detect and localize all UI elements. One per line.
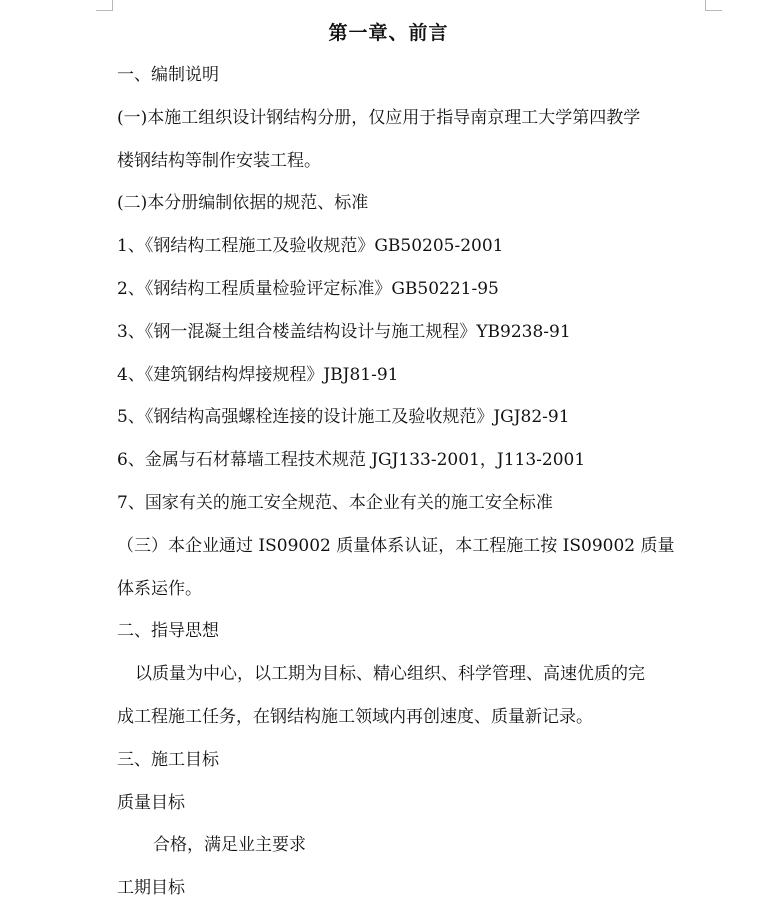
paragraph-line: 以质量为中心，以工期为目标、精心组织、科学管理、高速优质的完 [135,664,645,685]
subheading-schedule-goal: 工期目标 [117,878,185,899]
section-heading-construction-goals: 三、施工目标 [117,749,219,770]
subheading-quality-goal: 质量目标 [117,792,185,813]
document-body [117,60,717,916]
paragraph-line: 成工程施工任务，在钢结构施工领域内再创速度、质量新记录。 [117,706,593,727]
subsection-heading-standards: (二)本分册编制依据的规范、标准 [117,193,369,214]
standard-item: 7、国家有关的施工安全规范、本企业有关的施工安全标准 [117,492,553,513]
standard-item: 3、《钢一混凝土组合楼盖结构设计与施工规程》YB9238-91 [117,321,571,342]
section-heading-compilation: 一、编制说明 [117,65,219,85]
crop-mark-top-left [96,0,113,11]
section-heading-guiding-thought: 二、指导思想 [117,621,219,642]
standard-item: 1、《钢结构工程施工及验收规范》GB50205-2001 [117,236,504,257]
standard-item: 6、金属与石材幕墙工程技术规范 JGJ133-2001，J113-2001 [117,450,586,471]
crop-mark-top-right [705,0,722,11]
paragraph-line: 体系运作。 [117,578,202,599]
paragraph-line: (一)本施工组织设计钢结构分册，仅应用于指导南京理工大学第四教学 [117,107,641,128]
standard-item: 2、《钢结构工程质量检验评定标准》GB50221-95 [117,278,499,299]
paragraph-line: （三）本企业通过 IS09002 质量体系认证，本工程施工按 IS09002 质量 [117,535,675,556]
standard-item: 5、《钢结构高强螺栓连接的设计施工及验收规范》JGJ82-91 [117,407,570,428]
standard-item: 4、《建筑钢结构焊接规程》JBJ81-91 [117,364,399,385]
paragraph-line: 合格，满足业主要求 [153,835,306,856]
paragraph-line: 楼钢结构等制作安装工程。 [117,150,321,171]
chapter-title: 第一章、前言 [328,22,449,44]
